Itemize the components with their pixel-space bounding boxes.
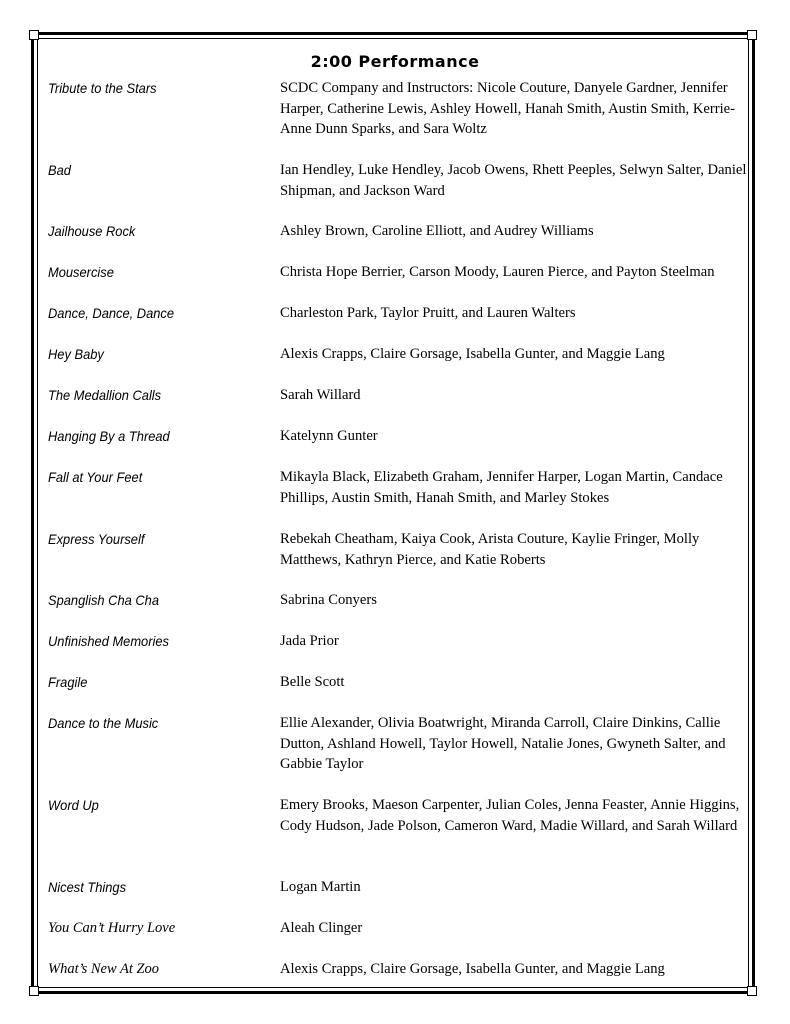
border-corner [747, 986, 757, 996]
performers: Sabrina Conyers [280, 592, 377, 608]
dance-title: Hey Baby [48, 346, 104, 362]
dance-title: Spanglish Cha Cha [48, 592, 159, 608]
border-corner [29, 30, 39, 40]
border-corner [747, 30, 757, 40]
dance-title: The Medallion Calls [48, 387, 162, 403]
performers: Logan Martin [280, 879, 361, 895]
performers: Aleah Clinger [280, 920, 363, 936]
dance-title: Nicest Things [48, 879, 127, 895]
dance-title: What’s New At Zoo [48, 961, 160, 977]
performers: Sarah Willard [280, 387, 361, 403]
border-corner [29, 986, 39, 996]
dance-title: Hanging By a Thread [48, 428, 170, 444]
performers: Ellie Alexander, Olivia Boatwright, Miranda Carroll, Claire Dinkins, Callie Dutton, Ashland Howell, Taylor Howell, Natalie Jones, Gwyneth Salter, and Gabbie Taylor [280, 715, 726, 773]
performers: Belle Scott [280, 674, 345, 690]
dance-title: Dance, Dance, Dance [48, 305, 175, 321]
dance-title: Fragile [48, 674, 88, 690]
dance-title: Mousercise [48, 264, 114, 280]
performers: Emery Brooks, Maeson Carpenter, Julian Coles, Jenna Feaster, Annie Higgins, Cody Hudson, Jade Polson, Cameron Ward, Madie Willard, and Sarah Willard [280, 797, 740, 834]
performers: Mikayla Black, Elizabeth Graham, Jennifer Harper, Logan Martin, Candace Phillips, Austin Smith, Hanah Smith, and Marley Stokes [280, 469, 723, 506]
performers: Katelynn Gunter [280, 428, 378, 444]
dance-title: Fall at Your Feet [48, 469, 143, 485]
performers: Ian Hendley, Luke Hendley, Jacob Owens, Rhett Peeples, Selwyn Salter, Daniel Shipman, and Jackson Ward [280, 162, 747, 199]
performers: Ashley Brown, Caroline Elliott, and Audrey Williams [280, 223, 594, 239]
performers: Rebekah Cheatham, Kaiya Cook, Arista Couture, Kaylie Fringer, Molly Matthews, Kathryn Pierce, and Katie Roberts [280, 531, 700, 568]
performers: SCDC Company and Instructors: Nicole Couture, Danyele Gardner, Jennifer Harper, Catherine Lewis, Ashley Howell, Hanah Smith, Austin Smith, Kerrie-Anne Dunn Sparks, and Sara Woltz [280, 80, 735, 138]
performers: Alexis Crapps, Claire Gorsage, Isabella Gunter, and Maggie Lang [280, 346, 665, 362]
dance-title: Dance to the Music [48, 715, 159, 731]
dance-title: You Can’t Hurry Love [48, 920, 176, 936]
dance-title: Word Up [48, 797, 99, 813]
dance-title: Unfinished Memories [48, 633, 169, 649]
performers: Jada Prior [280, 633, 339, 649]
performers: Christa Hope Berrier, Carson Moody, Lauren Pierce, and Payton Steelman [280, 264, 715, 280]
dance-title: Express Yourself [48, 531, 145, 547]
dance-title: Jailhouse Rock [48, 223, 136, 239]
performers: Alexis Crapps, Claire Gorsage, Isabella Gunter, and Maggie Lang [280, 961, 665, 977]
dance-title: Tribute to the Stars [48, 80, 157, 96]
page-title: 2:00 Performance [310, 52, 480, 71]
dance-title: Bad [48, 162, 71, 178]
performers: Charleston Park, Taylor Pruitt, and Lauren Walters [280, 305, 576, 321]
